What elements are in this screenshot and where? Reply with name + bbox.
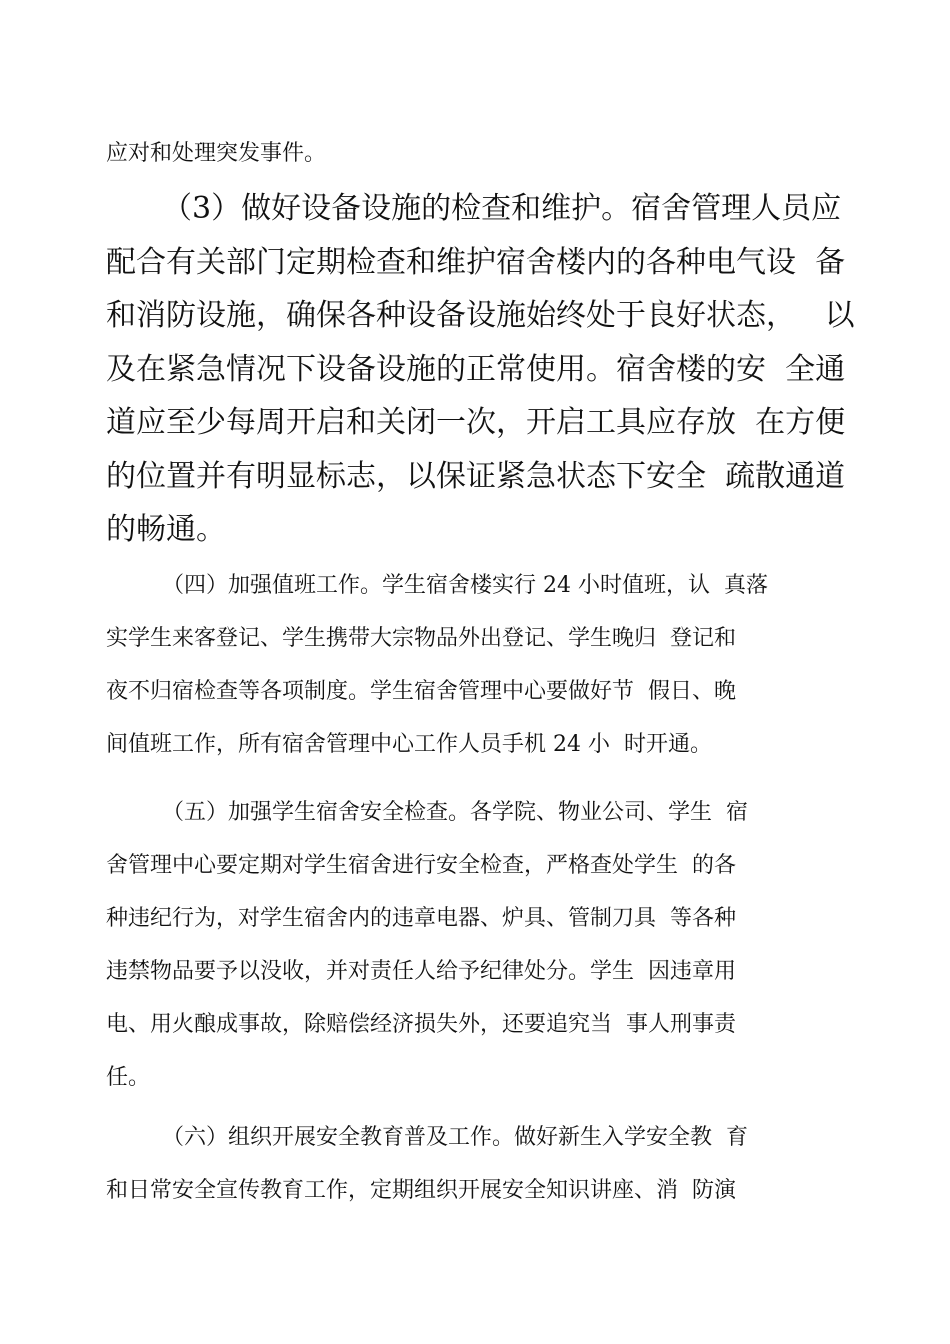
text-line: 违禁物品要予以没收，并对责任人给予纪律处分。学生 因违章用 <box>106 959 736 984</box>
text-line: 及在紧急情况下设备设施的正常使用。宿舍楼的安 全通 <box>106 352 846 387</box>
text-line: 实学生来客登记、学生携带大宗物品外出登记、学生晚归 登记和 <box>106 626 736 651</box>
text-line: 配合有关部门定期检查和维护宿舍楼内的各种电气设 备 <box>106 245 846 280</box>
text-line: 间值班工作，所有宿舍管理中心工作人员手机 24 小 时开通。 <box>106 732 712 757</box>
text-line: 夜不归宿检查等各项制度。学生宿舍管理中心要做好节 假日、晚 <box>106 679 736 704</box>
text-line: （六）组织开展安全教育普及工作。做好新生入学安全教 育 <box>162 1125 748 1150</box>
text-line: 的位置并有明显标志，以保证紧急状态下安全 疏散通道 <box>106 459 846 494</box>
text-line: （四）加强值班工作。学生宿舍楼实行 24 小时值班，认 真落 <box>162 573 768 598</box>
text-line: 和日常安全宣传教育工作，定期组织开展安全知识讲座、消 防演 <box>106 1178 736 1203</box>
text-line: 电、用火酿成事故，除赔偿经济损失外，还要追究当 事人刑事责 <box>106 1012 736 1037</box>
text-line: 道应至少每周开启和关闭一次，开启工具应存放 在方便 <box>106 405 846 440</box>
text-line: 的畅通。 <box>106 512 226 547</box>
text-line: （3）做好设备设施的检查和维护。宿舍管理人员应 <box>162 191 842 226</box>
text-line: 种违纪行为，对学生宿舍内的违章电器、炉具、管制刀具 等各种 <box>106 906 736 931</box>
text-line: 应对和处理突发事件。 <box>106 141 327 166</box>
text-line: 舍管理中心要定期对学生宿舍进行安全检查，严格查处学生 的各 <box>106 853 736 878</box>
text-line: （五）加强学生宿舍安全检查。各学院、物业公司、学生 宿 <box>162 800 748 825</box>
text-line: 和消防设施，确保各种设备设施始终处于良好状态， 以 <box>106 298 855 333</box>
text-line: 任。 <box>106 1065 151 1090</box>
